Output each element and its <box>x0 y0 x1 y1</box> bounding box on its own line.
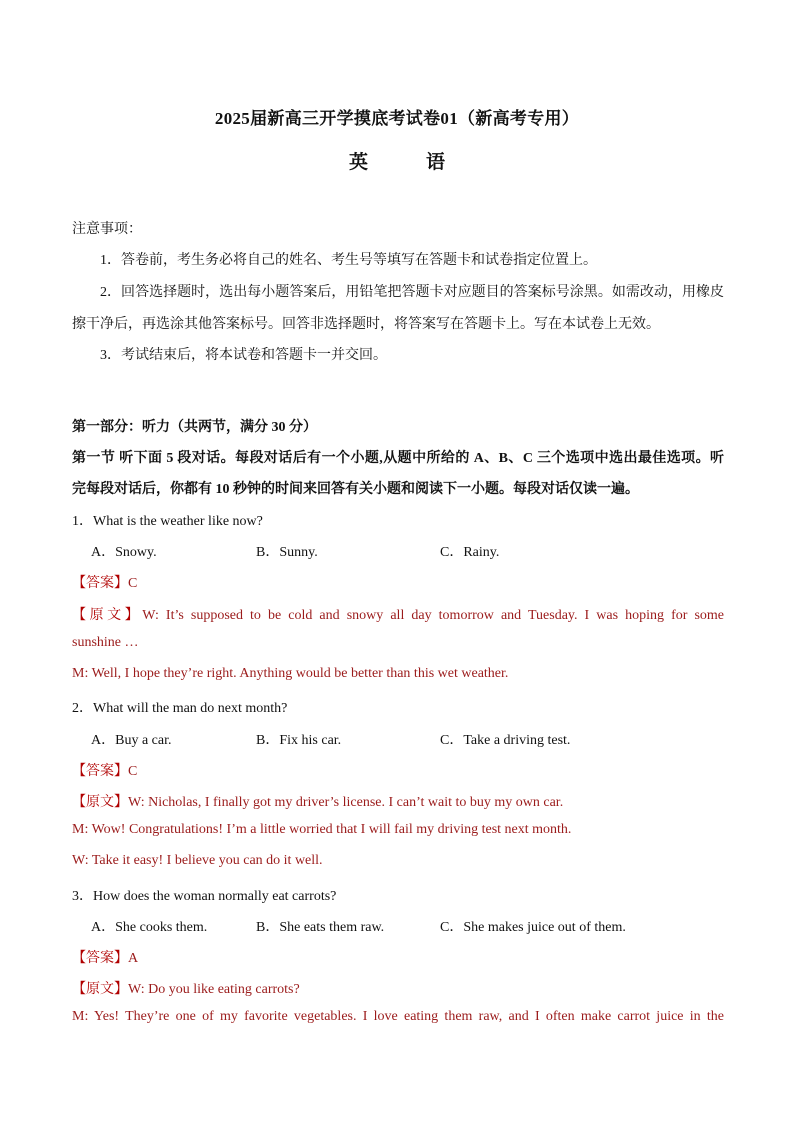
subject-char-2: 语 <box>426 152 446 173</box>
question-2-option-a: A．Buy a car. <box>91 733 172 748</box>
question-2-answer <box>72 760 724 780</box>
question-1-option-c: C．Rainy. <box>440 545 500 560</box>
question-3-script-2: M: Yes! They’re one of my favorite vegetables. I love eating them raw, and I often make carrot juice in the <box>72 1009 724 1024</box>
notice-item-2-cont: 擦干净后，再选涂其他答案标号。回答非选择题时，将答案写在答题卡上。写在本试卷上无效。 <box>72 317 660 332</box>
notice-item-2: 2．回答选择题时，选出每小题答案后，用铅笔把答题卡对应题目的答案标号涂黑。如需改动，用橡皮 <box>100 285 724 300</box>
question-3-script-1 <box>72 978 724 998</box>
question-3-option-b: B．She eats them raw. <box>256 920 385 935</box>
question-1-script-2: sunshine … <box>72 635 139 650</box>
part1-heading: 第一部分：听力（共两节，满分 30 分） <box>72 420 317 435</box>
section1-instructions-1: 第一节 听下面 5 段对话。每段对话后有一个小题,从题中所给的 A、B、C 三个选项中选出最佳选项。听 <box>72 451 724 466</box>
script-tag: 【原文】 <box>72 795 128 810</box>
script-text: W: Nicholas, I finally got my driver’s license. I can’t wait to buy my own car. <box>128 795 564 810</box>
subject-heading <box>0 147 794 174</box>
section1-instructions-2: 完每段对话后，你都有 10 秒钟的时间来回答有关小题和阅读下一小题。每段对话仅读一遍。 <box>72 482 639 497</box>
question-2-stem: 2．What will the man do next month? <box>72 701 288 716</box>
answer-tag: 【答案】 <box>72 576 128 591</box>
question-3-option-a: A．She cooks them. <box>91 920 208 935</box>
question-2-option-b: B．Fix his car. <box>256 733 342 748</box>
answer-value: C <box>128 764 138 779</box>
script-tag: 【原文】 <box>72 982 128 997</box>
question-2-script-2: M: Wow! Congratulations! I’m a little worried that I will fail my driving test next month. <box>72 822 572 837</box>
script-text: W: Do you like eating carrots? <box>128 982 300 997</box>
question-2-script-1 <box>72 791 724 811</box>
notice-item-3: 3．考试结束后，将本试卷和答题卡一并交回。 <box>100 348 387 363</box>
answer-value: C <box>128 576 138 591</box>
question-2-option-c: C．Take a driving test. <box>440 733 571 748</box>
question-2-script-3: W: Take it easy! I believe you can do it well. <box>72 853 323 868</box>
answer-value: A <box>128 951 139 966</box>
exam-title: 2025届新高三开学摸底考试卷01（新高考专用） <box>214 109 580 128</box>
notice-item-1: 1．答卷前，考生务必将自己的姓名、考生号等填写在答题卡和试卷指定位置上。 <box>100 253 597 268</box>
answer-tag: 【答案】 <box>72 951 128 966</box>
question-3-stem: 3．How does the woman normally eat carrots? <box>72 889 337 904</box>
question-3-answer <box>72 947 724 967</box>
notice-heading: 注意事项： <box>72 222 142 237</box>
script-text: W: It’s supposed to be cold and snowy all day tomorrow and Tuesday. I was hoping for some <box>142 608 725 623</box>
answer-tag: 【答案】 <box>72 764 128 779</box>
script-tag: 【原文】 <box>72 608 143 623</box>
subject-char-1: 英 <box>348 152 368 173</box>
question-1-option-b: B．Sunny. <box>256 545 318 560</box>
question-3-option-c: C．She makes juice out of them. <box>440 920 626 935</box>
question-1-answer <box>72 572 724 592</box>
question-1-script-1 <box>72 604 724 624</box>
question-1-stem: 1．What is the weather like now? <box>72 514 263 529</box>
question-1-option-a: A．Snowy. <box>91 545 157 560</box>
question-1-script-3: M: Well, I hope they’re right. Anything would be better than this wet weather. <box>72 666 509 681</box>
